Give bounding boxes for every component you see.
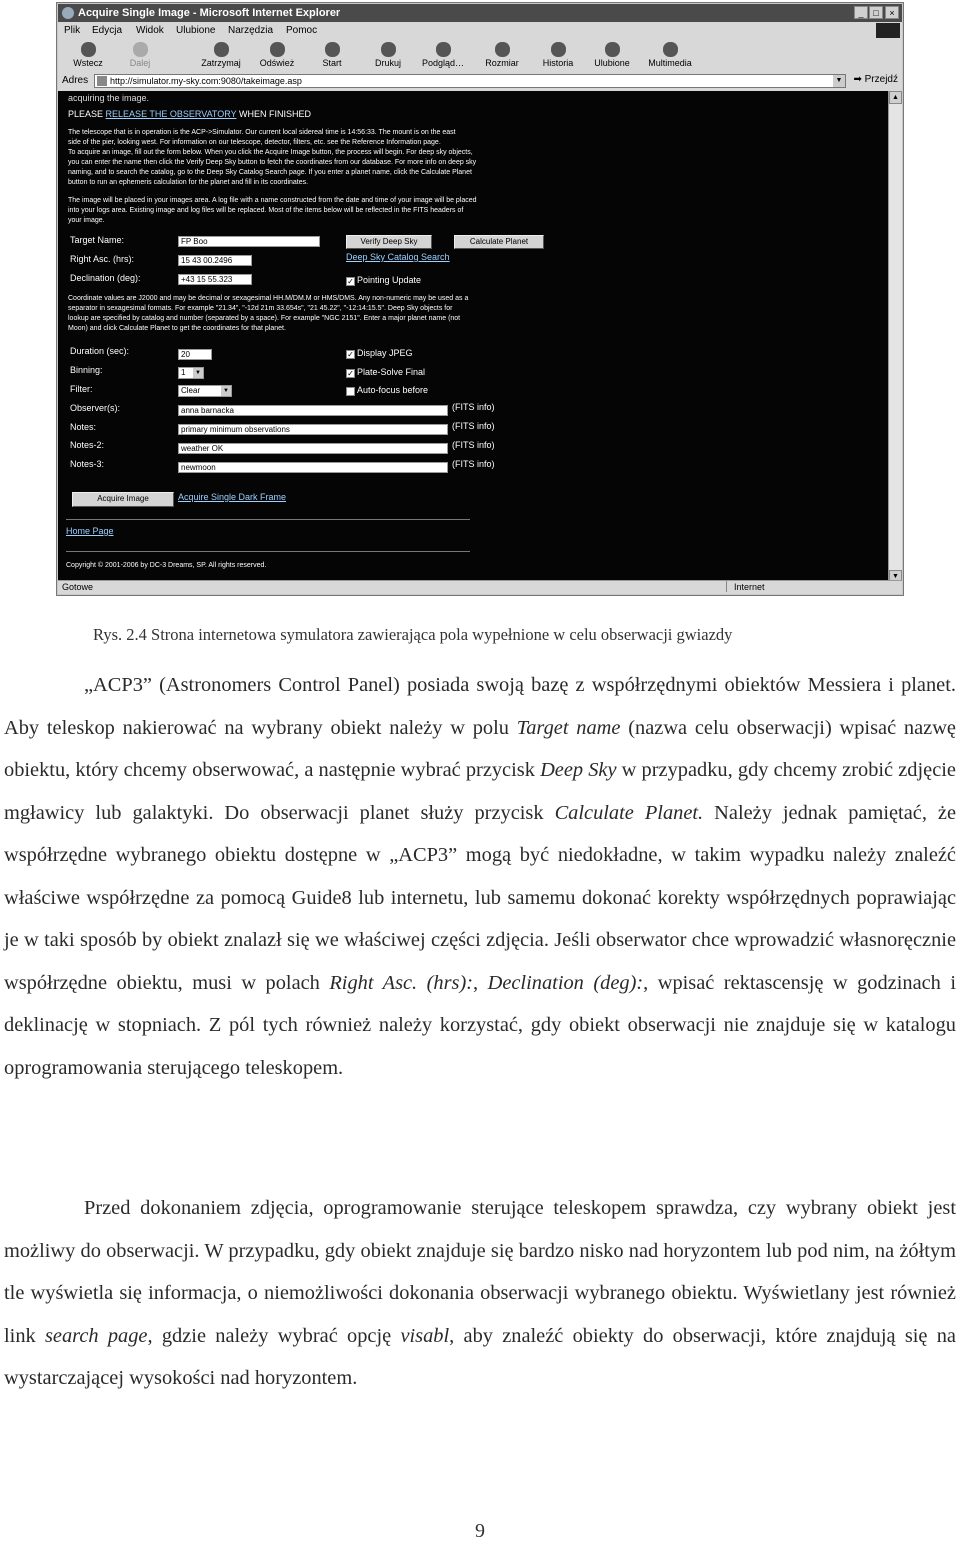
acquire-image-button[interactable]: Acquire Image <box>72 492 174 507</box>
display-jpeg-checkbox[interactable]: ✓ <box>347 350 354 359</box>
menu-narzedzia[interactable]: Narzędzia <box>228 25 274 36</box>
scroll-down-icon[interactable]: ▼ <box>889 570 902 583</box>
web-page <box>58 91 889 583</box>
refresh-button[interactable]: Odśwież <box>254 41 300 71</box>
placed-line: into your logs area. Existing image and log files will be replaced. Most of the items below will be reflected in the FITS headers of <box>68 207 464 214</box>
binning-select[interactable]: 1 ▼ <box>178 367 204 379</box>
window-title: Acquire Single Image - Microsoft Internet Explorer <box>78 7 341 19</box>
menu-plik[interactable]: Plik <box>64 25 81 36</box>
history-icon <box>551 42 566 57</box>
go-button[interactable]: ➡ Przejdź <box>853 74 898 85</box>
notes3-label: Notes-3: <box>70 459 105 469</box>
history-button[interactable]: Historia <box>536 41 580 71</box>
status-zone: Internet <box>734 582 765 592</box>
pointing-update-label: Pointing Update <box>357 275 422 285</box>
multimedia-button[interactable]: Multimedia <box>642 41 698 71</box>
notes2-label: Notes-2: <box>70 440 105 450</box>
notes-input[interactable] <box>178 424 448 435</box>
go-arrow-icon: ➡ <box>853 74 862 85</box>
filter-select[interactable]: Clear ▼ <box>178 385 232 397</box>
observer-input[interactable] <box>178 405 448 416</box>
acquire-dark-frame-link[interactable]: Acquire Single Dark Frame <box>178 492 287 502</box>
home-icon <box>325 42 340 57</box>
coord-line: Coordinate values are J2000 and may be decimal or sexagesimal HH.M/DM.M or HMS/DMS. Any non-numeric may be used as a <box>68 295 469 302</box>
menu-ulubione[interactable]: Ulubione <box>176 25 216 36</box>
divider <box>66 551 470 552</box>
filter-label: Filter: <box>70 384 93 394</box>
placed-line: The image will be placed in your images area. A log file with a name constructed from the date and time of your image will be placed <box>68 197 477 204</box>
size-button[interactable]: Rozmiar <box>478 41 526 71</box>
forward-button[interactable]: Dalej <box>118 41 162 71</box>
stop-icon <box>214 42 229 57</box>
chevron-down-icon: ▼ <box>221 386 231 396</box>
acquiring-text: acquiring the image. <box>68 93 150 103</box>
back-arrow-icon <box>81 42 96 57</box>
chevron-down-icon: ▼ <box>193 368 203 378</box>
intro-line: To acquire an image, fill out the form below. When you click the Acquire Image button, the process will begin. For deep sky objects, <box>68 149 473 156</box>
target-name-label: Target Name: <box>70 235 125 245</box>
calculate-planet-button[interactable]: Calculate Planet <box>454 235 544 249</box>
favorites-button[interactable]: Ulubione <box>588 41 636 71</box>
verify-deep-sky-button[interactable]: Verify Deep Sky <box>346 235 432 249</box>
release-notice: PLEASE RELEASE THE OBSERVATORY WHEN FINISHED <box>68 109 311 119</box>
fits-info-label: (FITS info) <box>452 421 495 431</box>
menu-widok[interactable]: Widok <box>136 25 164 36</box>
close-button[interactable]: × <box>885 6 899 19</box>
address-dropdown-icon[interactable]: ▼ <box>833 75 845 87</box>
autofocus-label: Auto-focus before <box>357 385 429 395</box>
target-name-input[interactable] <box>178 236 320 247</box>
declination-label: Declination (deg): <box>70 273 141 283</box>
right-asc-label: Right Asc. (hrs): <box>70 254 135 264</box>
maximize-button[interactable]: □ <box>869 6 883 19</box>
vertical-scrollbar[interactable] <box>888 91 902 583</box>
notes-label: Notes: <box>70 422 97 432</box>
forward-arrow-icon <box>133 42 148 57</box>
preview-button[interactable]: Podgląd… <box>416 41 470 71</box>
menu-bar <box>58 22 902 41</box>
address-input[interactable] <box>110 75 830 87</box>
coord-line: lookup are specified by catalog and number (separated by a space). For example "NGC 2151". Enter a major planet name (not <box>68 315 461 322</box>
figure-caption: Rys. 2.4 Strona internetowa symulatora zawierająca pola wypełnione w celu obserwacji gwiazdy <box>93 625 733 644</box>
address-box <box>94 74 846 88</box>
catalog-search-link[interactable]: Deep Sky Catalog Search <box>346 252 450 262</box>
intro-line: naming, and to search the catalog, go to the Deep Sky Catalog Search page. If you enter a planet name, click the Calculate Planet <box>68 169 472 176</box>
duration-input[interactable] <box>178 349 212 360</box>
home-button[interactable]: Start <box>312 41 352 71</box>
favorites-icon <box>605 42 620 57</box>
status-divider <box>726 581 727 592</box>
fits-info-label: (FITS info) <box>452 440 495 450</box>
toolbar <box>58 40 902 73</box>
menu-pomoc[interactable]: Pomoc <box>286 25 318 36</box>
print-button[interactable]: Drukuj <box>368 41 408 71</box>
intro-line: The telescope that is in operation is the ACP->Simulator. Our current local sidereal time is 14:56:33. The mount is on the east <box>68 129 456 136</box>
plate-solve-checkbox[interactable]: ✓ <box>347 369 354 378</box>
fits-info-label: (FITS info) <box>452 459 495 469</box>
binning-label: Binning: <box>70 365 103 375</box>
coord-line: Moon) and click Calculate Planet to get the coordinates for that planet. <box>68 325 286 332</box>
divider <box>66 519 470 520</box>
stop-button[interactable]: Zatrzymaj <box>196 41 246 71</box>
address-label: Adres <box>62 75 89 86</box>
notes3-input[interactable] <box>178 462 448 473</box>
placed-line: your image. <box>68 217 105 224</box>
windows-logo-icon <box>876 23 900 38</box>
paragraph-1: „ACP3” (Astronomers Control Panel) posiada swoją bazę z współrzędnymi obiektów Messiera i planet. Aby teleskop nakierować na wybrany obiekt należy w polu Target name (nazwa celu obserwacji) wpisać nazwę obiektu, który chcemy obserwować, a następnie wybrać przycisk Deep Sky w przypadku, gdy chcemy zrobić zdjęcie mgławicy lub galaktyki. Do obserwacji planet służy przycisk Calculate Planet. Należy jednak pamiętać, że współrzędne wybranego obiektu dostępne w „ACP3” mogą być niedokładne, w takim wypadku należy znaleźć właściwe współrzędne za pomocą Guide8 lub internetu, lub samemu dokonać korekty współrzędnych poprawiając je w taki sposób by obiekt znalazł się we właściwej części zdjęcia. Jeśli obserwator chce wprowadzić własnoręcznie współrzędne obiektu, musi w polach Right Asc. (hrs):, Declination (deg):, wpisać rektascensję w godzinach i deklinację w stopniach. Z pól tych również należy korzystać, gdy obiekt obserwacji nie znajduje się w katalogu oprogramowania sterującego teleskopem. <box>4 674 957 1079</box>
title-bar <box>58 4 902 22</box>
right-asc-input[interactable] <box>178 255 252 266</box>
printer-icon <box>381 42 396 57</box>
observer-label: Observer(s): <box>70 403 121 413</box>
duration-label: Duration (sec): <box>70 346 130 356</box>
address-bar <box>58 72 902 92</box>
refresh-icon <box>270 42 285 57</box>
ie-logo-icon <box>62 7 74 19</box>
pointing-update-checkbox[interactable]: ✓ <box>347 277 354 286</box>
scroll-up-icon[interactable]: ▲ <box>889 91 902 104</box>
multimedia-icon <box>663 42 678 57</box>
intro-line: button to run an ephemeris calculation for the planet and fill in its coordinates. <box>68 179 309 186</box>
status-bar <box>58 580 902 594</box>
minimize-button[interactable]: _ <box>854 6 868 19</box>
notes2-input[interactable] <box>178 443 448 454</box>
paragraph-2: Przed dokonaniem zdjęcia, oprogramowanie sterujące teleskopem sprawdza, czy wybrany obiekt jest możliwy do obserwacji. W przypadku, gdy obiekt znajduje się bardzo nisko nad horyzontem lub pod nim, na żółtym tle wyświetla się informacja, o niemożliwości dokonania obserwacji wybranego obiektu. Wyświetlany jest również link search page, gdzie należy wybrać opcję visabl, aby znaleźć obiekty do obserwacji, które znajdują się na wystarczającej wysokości nad horyzontem. <box>4 1197 956 1389</box>
display-jpeg-label: Display JPEG <box>357 348 413 358</box>
page-number: 9 <box>475 1520 485 1542</box>
intro-line: side of the pier, looking west. For information on our telescope, detector, filters, etc. see the Reference Information page. <box>68 139 441 146</box>
intro-line: you can enter the name then click the Verify Deep Sky button to fetch the coordinates from our database. For more info on deep sky <box>68 159 477 166</box>
copyright-text: Copyright © 2001-2006 by DC-3 Dreams, SP. All rights reserved. <box>66 562 267 569</box>
plate-solve-label: Plate-Solve Final <box>357 367 426 377</box>
autofocus-checkbox[interactable] <box>346 387 355 396</box>
menu-edycja[interactable]: Edycja <box>92 25 123 36</box>
home-page-link[interactable]: Home Page <box>66 526 114 536</box>
preview-icon <box>436 42 451 57</box>
text-size-icon <box>495 42 510 57</box>
status-text: Gotowe <box>62 582 94 592</box>
declination-input[interactable] <box>178 274 252 285</box>
browser-window <box>56 2 904 596</box>
back-button[interactable]: Wstecz <box>64 41 112 71</box>
page-icon <box>97 76 107 86</box>
release-observatory-link[interactable]: RELEASE THE OBSERVATORY <box>105 109 237 119</box>
fits-info-label: (FITS info) <box>452 402 495 412</box>
coord-line: separator in sexagesimal formats. For example "21.34", "-12d 21m 33.654s", "21 45.22", "-12:14:15.5". Deep Sky objects for <box>68 305 453 312</box>
